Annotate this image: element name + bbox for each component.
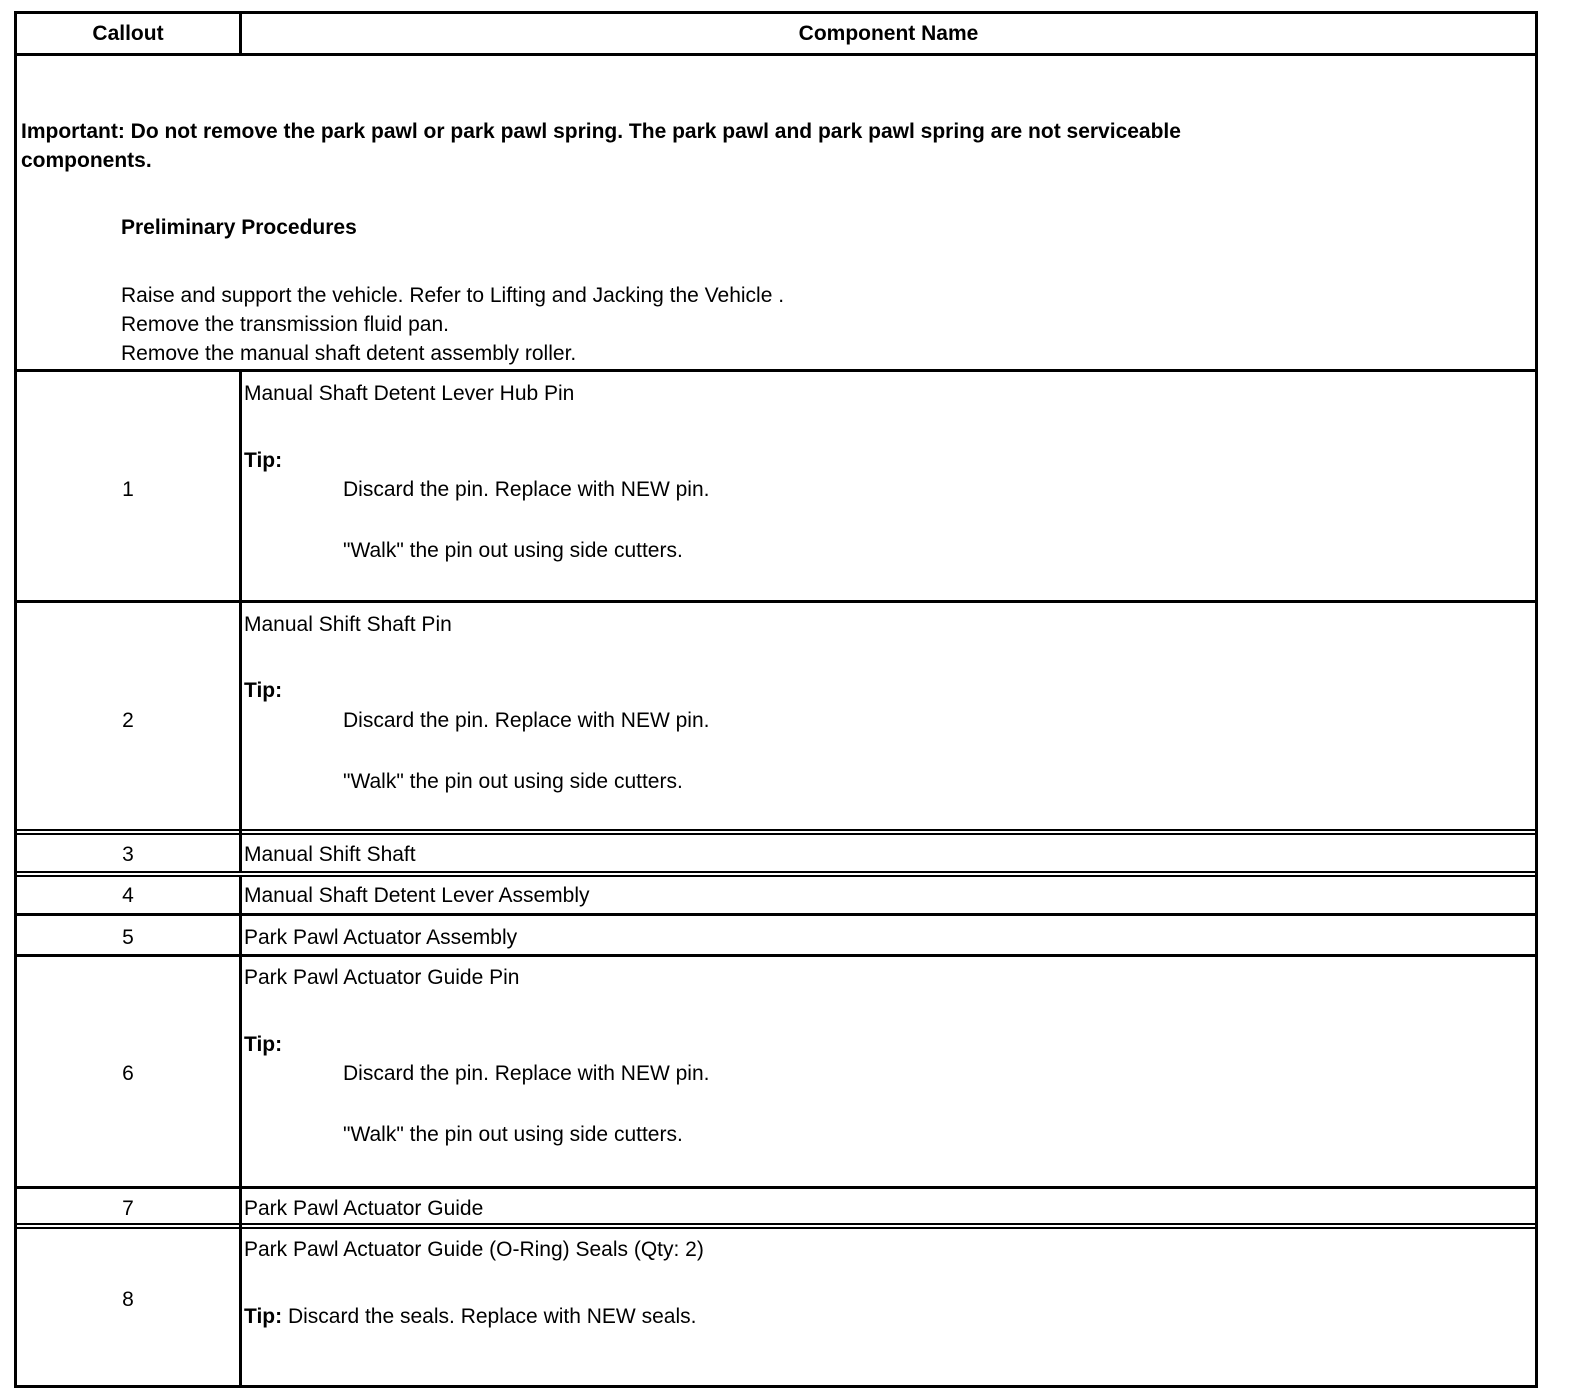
tip-label: Tip: — [244, 1033, 283, 1056]
row-divider — [17, 833, 1535, 835]
tip-text: Discard the pin. Replace with NEW pin. — [343, 478, 710, 501]
callout-number: 3 — [122, 843, 134, 866]
important-note-line2: components. — [21, 149, 152, 172]
component-name: Manual Shaft Detent Lever Assembly — [244, 884, 590, 907]
component-name: Park Pawl Actuator Guide — [244, 1197, 484, 1220]
component-name: Manual Shift Shaft Pin — [244, 613, 452, 636]
column-divider — [239, 14, 242, 54]
component-name: Park Pawl Actuator Guide (O-Ring) Seals (Qty: 2) — [244, 1238, 704, 1261]
row-divider — [17, 1223, 1535, 1225]
column-divider — [239, 916, 242, 954]
tip-text: "Walk" the pin out using side cutters. — [343, 539, 683, 562]
callout-number: 4 — [122, 884, 134, 907]
tip-label: Tip: — [244, 449, 283, 472]
header-callout: Callout — [92, 22, 164, 45]
column-divider — [239, 957, 242, 1188]
column-divider — [239, 1189, 242, 1227]
tip-text: Discard the pin. Replace with NEW pin. — [343, 709, 710, 732]
callout-number: 8 — [122, 1288, 134, 1311]
preliminary-title: Preliminary Procedures — [121, 216, 357, 239]
column-divider — [239, 1229, 242, 1388]
row-divider — [17, 1227, 1535, 1229]
important-note-line1: Important: Do not remove the park pawl or park pawl spring. The park pawl and park pawl spring are not serviceable — [21, 120, 1181, 143]
callout-number: 2 — [122, 709, 134, 732]
callout-number: 5 — [122, 926, 134, 949]
tip-label: Tip: — [244, 679, 283, 702]
row-divider — [17, 954, 1535, 957]
preliminary-step: Remove the transmission fluid pan. — [121, 313, 449, 336]
tip-text: "Walk" the pin out using side cutters. — [343, 1123, 683, 1146]
preliminary-step: Remove the manual shaft detent assembly roller. — [121, 342, 577, 365]
component-name: Park Pawl Actuator Assembly — [244, 926, 518, 949]
row-divider — [17, 53, 1535, 56]
column-divider — [239, 877, 242, 915]
callout-number: 7 — [122, 1197, 134, 1220]
column-divider — [239, 603, 242, 833]
component-name: Park Pawl Actuator Guide Pin — [244, 966, 520, 989]
row-divider — [17, 875, 1535, 877]
callout-number: 1 — [122, 478, 134, 501]
row-divider — [17, 829, 1535, 831]
tip-text: Discard the pin. Replace with NEW pin. — [343, 1062, 710, 1085]
row-divider — [17, 913, 1535, 916]
tip-label: Tip: — [244, 1305, 283, 1328]
row-divider — [17, 369, 1535, 372]
tip-line — [244, 1305, 696, 1329]
component-name: Manual Shaft Detent Lever Hub Pin — [244, 382, 575, 405]
row-divider — [17, 871, 1535, 873]
component-name: Manual Shift Shaft — [244, 843, 416, 866]
callout-number: 6 — [122, 1062, 134, 1085]
components-table — [14, 11, 1538, 1388]
tip-text: "Walk" the pin out using side cutters. — [343, 770, 683, 793]
row-divider — [17, 600, 1535, 603]
column-divider — [239, 835, 242, 873]
preliminary-step: Raise and support the vehicle. Refer to Lifting and Jacking the Vehicle . — [121, 284, 785, 307]
tip-text: Discard the seals. Replace with NEW seals. — [287, 1305, 697, 1328]
header-component-name: Component Name — [798, 22, 979, 45]
column-divider — [239, 372, 242, 603]
row-divider — [17, 1186, 1535, 1189]
